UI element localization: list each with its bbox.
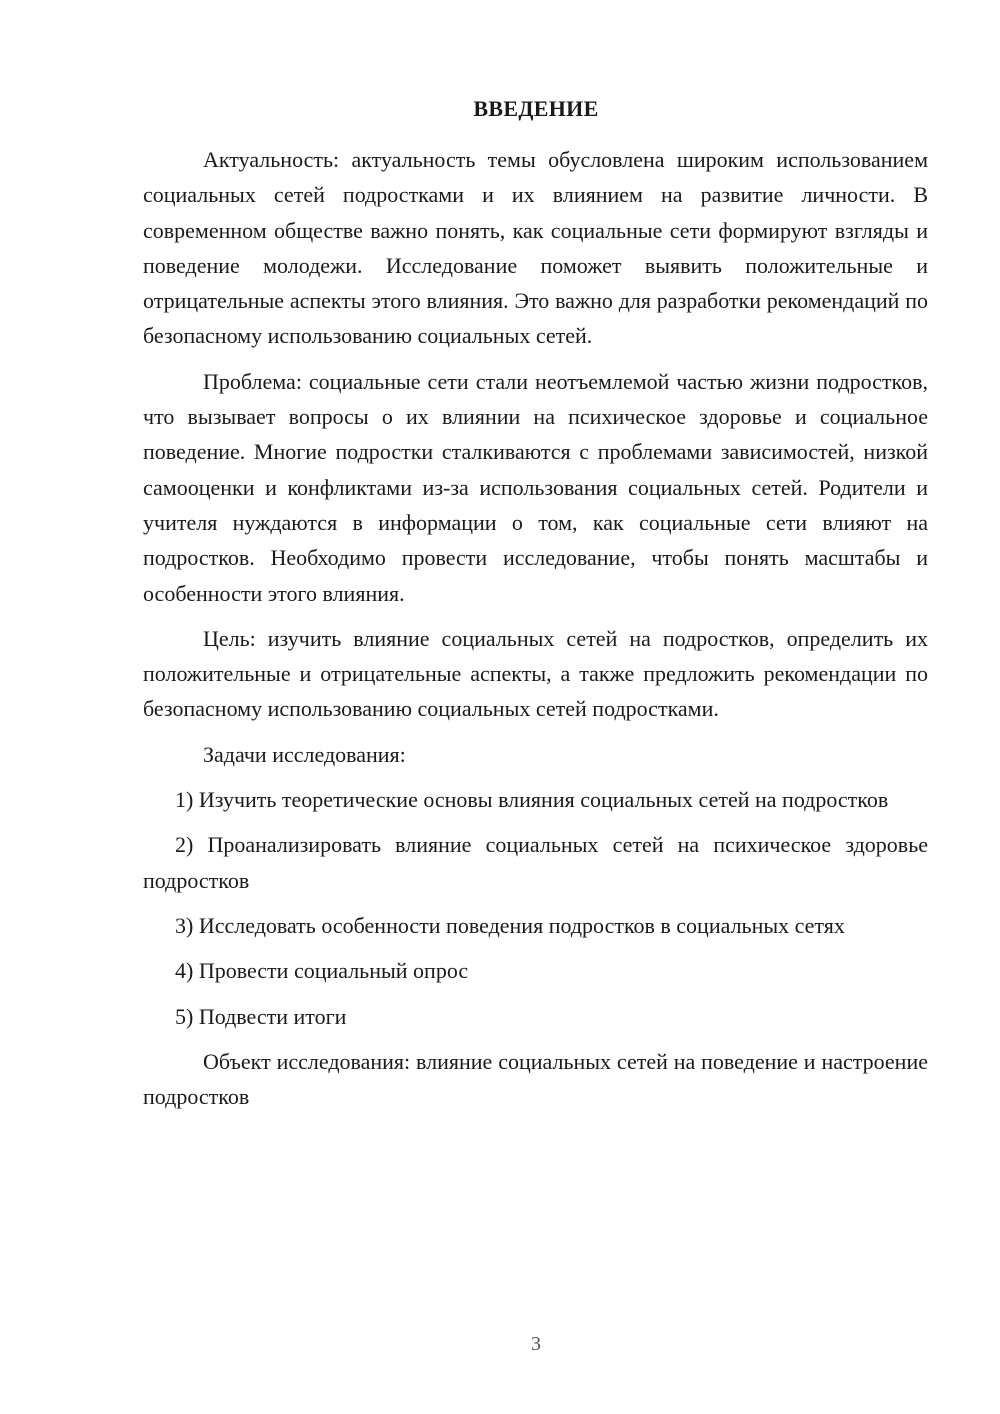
task-item-5: 5) Подвести итоги [175,1003,347,1029]
page-number: 3 [531,1333,541,1355]
task-item-2: 2) Проанализировать влияние социальных сетей на психическое здоровье подростков [143,832,928,893]
paragraph-goal: Цель: изучить влияние социальных сетей на подростков, определить их положительные и отрицательные аспекты, а также предложить рекомендации по безопасному использованию социальных сетей подростками. [143,625,928,722]
paragraph-relevance: Актуальность: актуальность темы обусловлена широким использованием социальных сетей подростками и их влиянием на развитие личности. В современном обществе важно понять, как социальные сети формируют взгляды и поведение молодежи. Исследование поможет выявить положительные и отрицательные аспекты этого влияния. Это важно для разработки рекомендаций по безопасному использованию социальных сетей. [143,147,928,349]
paragraph-problem: Проблема: социальные сети стали неотъемлемой частью жизни подростков, что вызывает вопросы о их влиянии на психическое здоровье и социальное поведение. Многие подростки сталкиваются с проблемами зависимостей, низкой самооценки и конфликтами из-за использования социальных сетей. Родители и учителя нуждаются в информации о том, как социальные сети влияют на подростков. Необходимо провести исследование, чтобы понять масштабы и особенности этого влияния. [143,368,928,606]
task-item-3: 3) Исследовать особенности поведения подростков в социальных сетях [175,912,845,938]
tasks-heading: Задачи исследования: [203,741,406,767]
task-item-4: 4) Провести социальный опрос [175,958,469,984]
page-title: ВВЕДЕНИЕ [473,96,599,121]
paragraph-object: Объект исследования: влияние социальных сетей на поведение и настроение подростков [143,1048,928,1110]
task-item-1: 1) Изучить теоретические основы влияния социальных сетей на подростков [175,787,889,813]
document-body [143,142,928,1124]
